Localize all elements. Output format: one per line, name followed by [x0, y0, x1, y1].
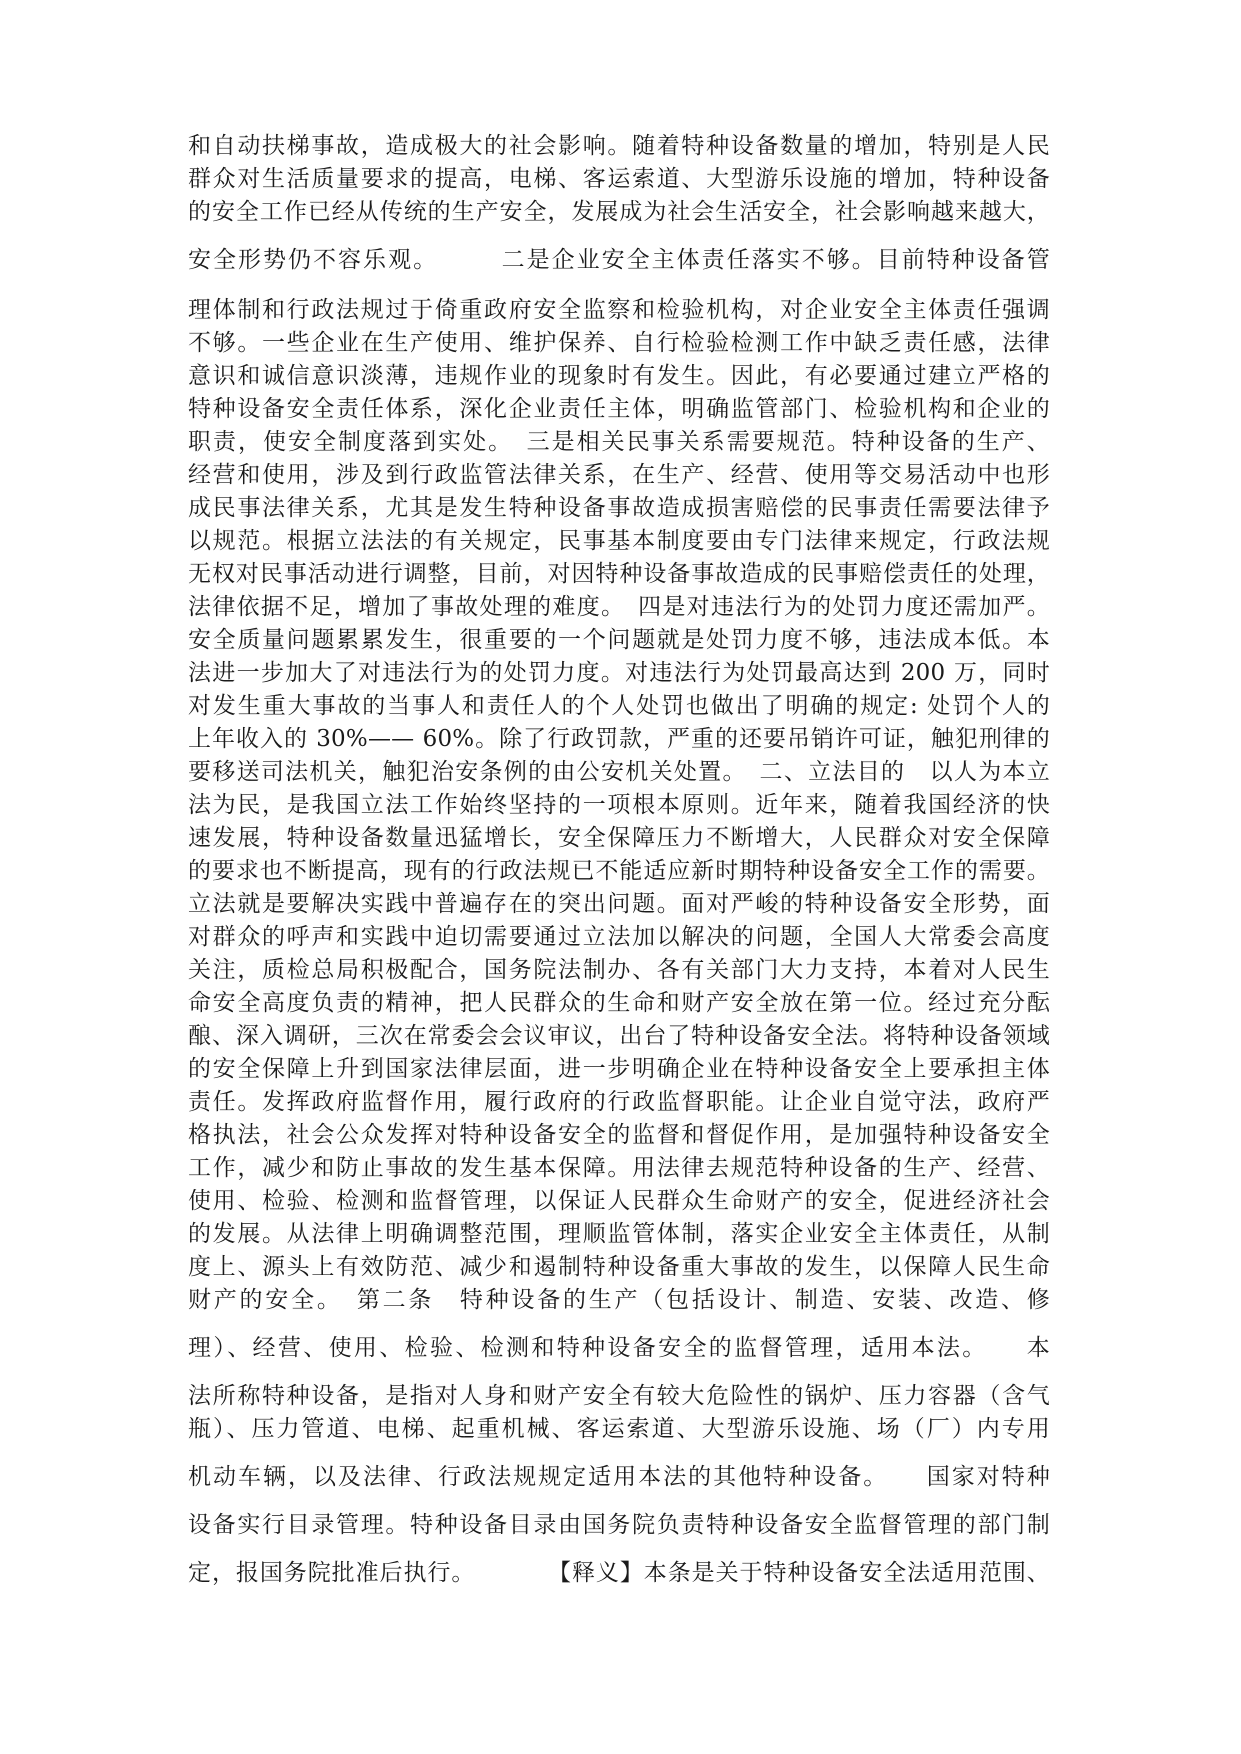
text-line: 瓶）、压力管道、电梯、起重机械、客运索道、大型游乐设施、场（厂）内专用: [188, 1416, 1050, 1442]
text-line: 以规范。根据立法法的有关规定，民事基本制度要由专门法律来规定，行政法规: [188, 528, 1050, 554]
text-line: 职责，使安全制度落到实处。 三是相关民事关系需要规范。特种设备的生产、: [188, 429, 1050, 455]
text-line: 度上、源头上有效防范、减少和遏制特种设备重大事故的发生，以保障人民生命: [188, 1254, 1050, 1280]
text-line: 群众对生活质量要求的提高，电梯、客运索道、大型游乐设施的增加，特种设备: [188, 166, 1050, 192]
text-line: 法律依据不足，增加了事故处理的难度。 四是对违法行为的处罚力度还需加严。: [188, 594, 1050, 620]
text-line: 机动车辆，以及法律、行政法规规定适用本法的其他特种设备。 国家对特种: [188, 1464, 1050, 1490]
text-line: 速发展，特种设备数量迅猛增长，安全保障压力不断增大，人民群众对安全保障: [188, 825, 1050, 851]
text-line: 不够。一些企业在生产使用、维护保养、自行检验检测工作中缺乏责任感，法律: [188, 330, 1050, 356]
text-line: 工作，减少和防止事故的发生基本保障。用法律去规范特种设备的生产、经营、: [188, 1155, 1050, 1181]
text-line: 设备实行目录管理。特种设备目录由国务院负责特种设备安全监督管理的部门制: [188, 1512, 1050, 1538]
text-line: 理）、经营、使用、检验、检测和特种设备安全的监督管理，适用本法。 本: [188, 1335, 1050, 1361]
text-line: 的发展。从法律上明确调整范围，理顺监管体制，落实企业安全主体责任，从制: [188, 1221, 1050, 1247]
text-line: 安全质量问题累累发生，很重要的一个问题就是处罚力度不够，违法成本低。本: [188, 627, 1050, 653]
text-line: 成民事法律关系，尤其是发生特种设备事故造成损害赔偿的民事责任需要法律予: [188, 495, 1050, 521]
text-line: 的安全工作已经从传统的生产安全，发展成为社会生活安全，社会影响越来越大，: [188, 199, 1050, 225]
text-line: 关注，质检总局积极配合，国务院法制办、各有关部门大力支持，本着对人民生: [188, 957, 1050, 983]
text-line: 特种设备安全责任体系，深化企业责任主体，明确监管部门、检验机构和企业的: [188, 396, 1050, 422]
text-line: 意识和诚信意识淡薄，违规作业的现象时有发生。因此，有必要通过建立严格的: [188, 363, 1050, 389]
text-line: 无权对民事活动进行调整，目前，对因特种设备事故造成的民事赔偿责任的处理，: [188, 561, 1050, 587]
text-line: 酿、深入调研，三次在常委会会议审议，出台了特种设备安全法。将特种设备领域: [188, 1023, 1050, 1049]
text-line: 命安全高度负责的精神，把人民群众的生命和财产安全放在第一位。经过充分酝: [188, 990, 1050, 1016]
text-line: 财产的安全。 第二条 特种设备的生产（包括设计、制造、安装、改造、修: [188, 1287, 1050, 1313]
text-line: 上年收入的 30%—— 60%。除了行政罚款，严重的还要吊销许可证，触犯刑律的: [188, 726, 1050, 752]
text-line: 责任。发挥政府监督作用，履行政府的行政监督职能。让企业自觉守法，政府严: [188, 1089, 1050, 1115]
text-line: 要移送司法机关，触犯治安条例的由公安机关处置。 二、立法目的 以人为本立: [188, 759, 1050, 785]
text-line: 使用、检验、检测和监督管理，以保证人民群众生命财产的安全，促进经济社会: [188, 1188, 1050, 1214]
text-line: 经营和使用，涉及到行政监管法律关系，在生产、经营、使用等交易活动中也形: [188, 462, 1050, 488]
text-line: 理体制和行政法规过于倚重政府安全监察和检验机构，对企业安全主体责任强调: [188, 297, 1050, 323]
text-line: 法为民，是我国立法工作始终坚持的一项根本原则。近年来，随着我国经济的快: [188, 792, 1050, 818]
text-line: 定，报国务院批准后执行。 【释义】本条是关于特种设备安全法适用范围、: [188, 1560, 1050, 1586]
text-line: 立法就是要解决实践中普遍存在的突出问题。面对严峻的特种设备安全形势，面: [188, 891, 1050, 917]
text-line: 的要求也不断提高，现有的行政法规已不能适应新时期特种设备安全工作的需要。: [188, 858, 1050, 884]
text-line: 法所称特种设备，是指对人身和财产安全有较大危险性的锅炉、压力容器（含气: [188, 1383, 1050, 1409]
text-line: 安全形势仍不容乐观。 二是企业安全主体责任落实不够。目前特种设备管: [188, 247, 1050, 273]
text-line: 和自动扶梯事故，造成极大的社会影响。随着特种设备数量的增加，特别是人民: [188, 133, 1050, 159]
text-line: 对发生重大事故的当事人和责任人的个人处罚也做出了明确的规定: 处罚个人的: [188, 693, 1050, 719]
text-line: 的安全保障上升到国家法律层面，进一步明确企业在特种设备安全上要承担主体: [188, 1056, 1050, 1082]
text-line: 对群众的呼声和实践中迫切需要通过立法加以解决的问题，全国人大常委会高度: [188, 924, 1050, 950]
text-line: 格执法，社会公众发挥对特种设备安全的监督和督促作用，是加强特种设备安全: [188, 1122, 1050, 1148]
text-line: 法进一步加大了对违法行为的处罚力度。对违法行为处罚最高达到 200 万，同时: [188, 660, 1050, 686]
